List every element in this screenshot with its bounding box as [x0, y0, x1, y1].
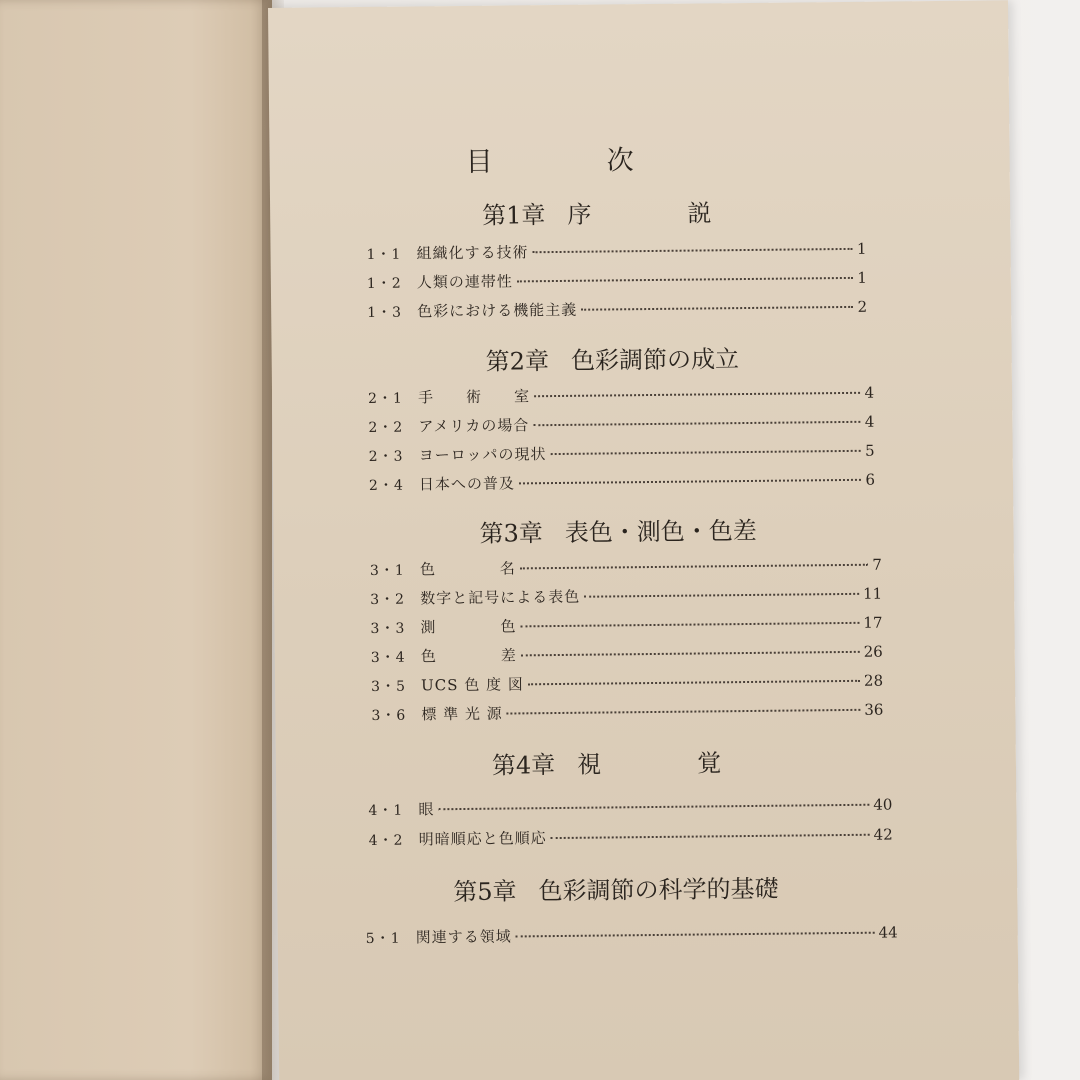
entry-page: 1 [856, 239, 867, 258]
entry-label: 色 差 [420, 646, 517, 666]
leader-dots [517, 277, 853, 283]
chapter-title: 序 説 [567, 199, 712, 229]
entry-label: 組織化する技術 [416, 243, 529, 263]
entry-page: 4 [864, 412, 875, 431]
entry-number: 1・1 [366, 246, 402, 263]
toc-entry-3-1[interactable] [370, 554, 882, 583]
entry-page: 2 [857, 297, 868, 316]
toc-entry-4-1[interactable] [368, 794, 892, 823]
leader-dots [519, 479, 861, 485]
entry-label: 人類の連帯性 [416, 272, 513, 292]
leader-dots [551, 834, 870, 839]
entry-label: 測 色 [420, 617, 517, 637]
entry-label: 数字と記号による表色 [420, 587, 581, 608]
entry-number: 3・1 [369, 562, 405, 579]
entry-page: 26 [863, 642, 883, 661]
entry-page: 7 [872, 555, 882, 574]
toc-title-right: 次 [606, 145, 636, 177]
leader-dots [516, 932, 875, 938]
entry-page: 17 [863, 613, 883, 632]
toc-entry-3-4[interactable] [371, 641, 883, 670]
entry-label: 眼 [418, 800, 435, 819]
entry-number: 3・5 [371, 678, 407, 695]
leader-dots [534, 392, 860, 397]
chapter-number: 第4章 [491, 751, 556, 780]
entry-number: 5・1 [365, 930, 401, 948]
entry-page: 11 [862, 584, 883, 603]
entry-number: 3・3 [370, 620, 406, 637]
chapter-title: 色彩調節の成立 [570, 345, 740, 375]
entry-number: 4・1 [368, 802, 404, 819]
toc-entry-2-4[interactable] [369, 469, 875, 498]
chapter-heading-1 [482, 193, 712, 230]
toc-entry-2-3[interactable] [369, 440, 875, 469]
toc-entry-5-1[interactable] [366, 921, 898, 951]
entry-label: 色彩における機能主義 [417, 300, 578, 321]
toc-entry-3-5[interactable] [371, 670, 883, 699]
toc-entry-3-6[interactable] [371, 699, 883, 728]
leader-dots [520, 622, 859, 628]
entry-label: 手 術 室 [417, 387, 531, 407]
entry-number: 2・2 [368, 419, 404, 436]
chapter-heading-2 [486, 339, 740, 377]
entry-page: 1 [857, 268, 867, 287]
toc-entry-3-2[interactable] [370, 583, 882, 612]
entry-number: 3・2 [370, 591, 406, 608]
toc-entry-1-3[interactable] [367, 296, 867, 325]
right-page [268, 0, 1019, 1080]
leader-dots [507, 709, 861, 715]
entry-number: 3・6 [371, 707, 407, 724]
entry-page: 42 [873, 825, 893, 844]
entry-label: アメリカの場合 [418, 416, 530, 436]
chapter-title: 視 覚 [577, 749, 722, 779]
toc-entry-2-2[interactable] [368, 411, 874, 440]
chapter-title: 表色・測色・色差 [564, 516, 757, 547]
leader-dots [550, 450, 860, 455]
entry-label: 標 準 光 源 [421, 704, 503, 724]
toc-title-left: 目 [465, 146, 495, 178]
toc-entry-3-3[interactable] [370, 612, 882, 641]
toc-entry-1-2[interactable] [367, 267, 867, 296]
toc-entry-1-1[interactable] [366, 238, 866, 267]
entry-number: 2・1 [368, 390, 404, 407]
entry-page: 6 [865, 470, 876, 489]
leader-dots [584, 593, 859, 598]
chapter-heading-3 [479, 511, 757, 549]
entry-page: 40 [873, 795, 893, 814]
chapter-number: 第1章 [482, 201, 546, 230]
entry-label: UCS 色 度 図 [421, 675, 524, 695]
entry-number: 1・2 [366, 275, 402, 292]
entry-page: 4 [864, 383, 875, 402]
toc-title [465, 138, 665, 179]
left-page [0, 0, 272, 1080]
leader-dots [581, 306, 853, 311]
leader-dots [520, 564, 868, 570]
entry-page: 28 [863, 671, 884, 690]
entry-number: 2・3 [368, 448, 404, 465]
entry-number: 3・4 [370, 649, 406, 666]
chapter-number: 第3章 [479, 519, 543, 548]
chapter-number: 第5章 [453, 877, 517, 907]
leader-dots [533, 248, 853, 253]
entry-page: 36 [864, 700, 884, 719]
chapter-title: 色彩調節の科学的基礎 [538, 874, 779, 906]
entry-number: 1・3 [367, 304, 403, 321]
chapter-number: 第2章 [485, 347, 550, 376]
entry-label: 色 名 [419, 559, 516, 579]
leader-dots [533, 421, 860, 426]
leader-dots [521, 651, 860, 657]
leader-dots [528, 680, 860, 685]
entry-label: 関連する領域 [415, 927, 512, 947]
entry-label: 明暗順応と色順応 [418, 829, 547, 849]
toc-entry-4-2[interactable] [369, 824, 893, 853]
chapter-heading-5 [453, 869, 779, 907]
entry-page: 44 [878, 923, 898, 942]
toc-entry-2-1[interactable] [368, 382, 874, 411]
chapter-heading-4 [492, 743, 722, 780]
entry-number: 2・4 [368, 477, 404, 494]
entry-page: 5 [865, 441, 875, 460]
leader-dots [438, 804, 869, 811]
entry-label: ヨーロッパの現状 [418, 445, 547, 465]
entry-label: 日本への普及 [418, 474, 516, 494]
entry-number: 4・2 [368, 832, 404, 849]
